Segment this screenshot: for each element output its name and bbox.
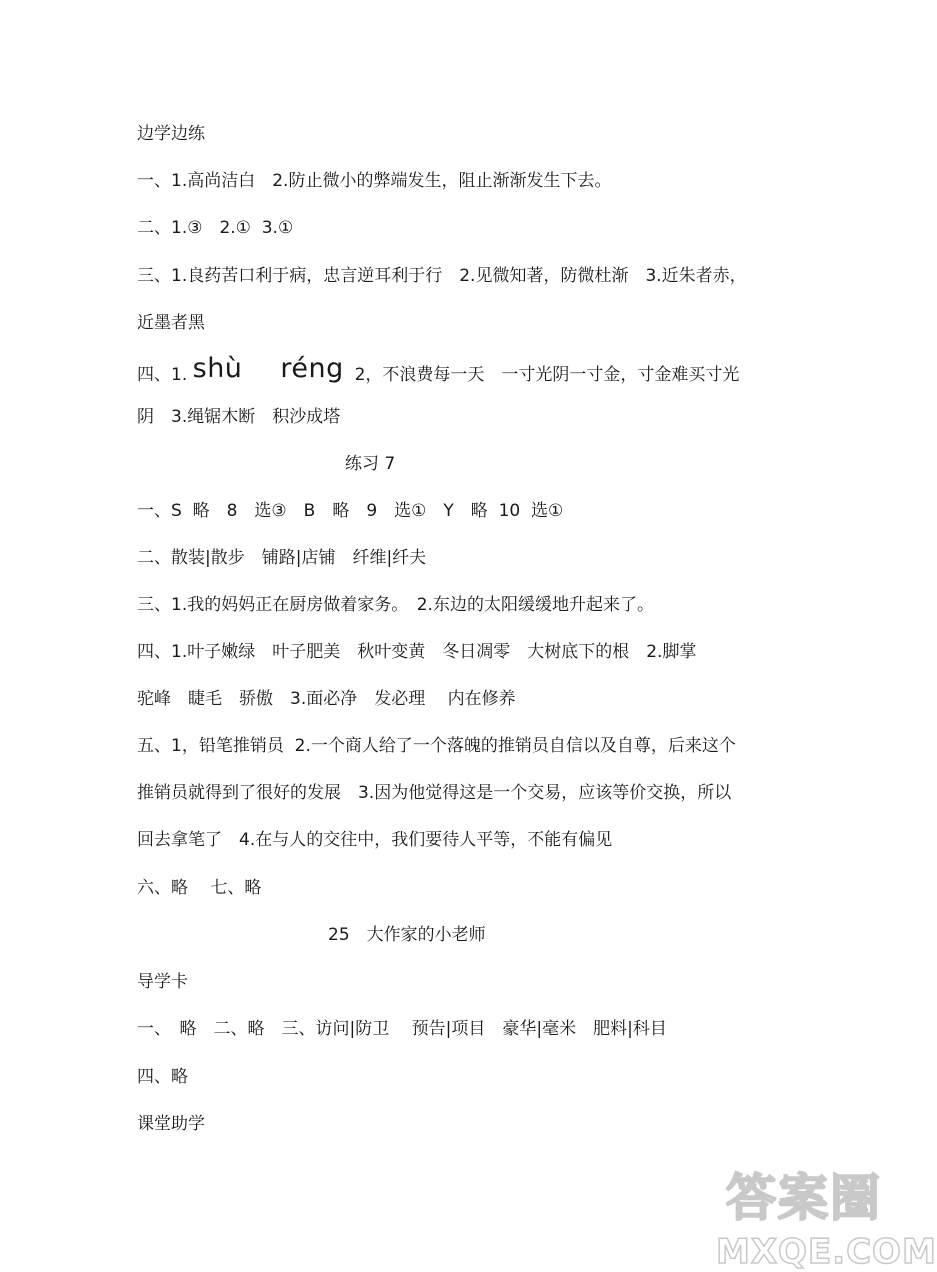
answer-suffix: 2，不浪费每一天 一寸光阴一寸金，寸金难买寸光 [343,365,740,385]
answer-line: 推销员就得到了很好的发展 3.因为他觉得这是一个交易，应该等价交换，所以 [137,783,732,803]
lesson-title: 25 大作家的小老师 [328,925,486,945]
answer-line: 一、1.高尚洁白 2.防止微小的弊端发生，阻止渐渐发生下去。 [137,171,612,191]
answer-line: 六、略 七、略 [137,878,262,898]
pinyin-shu: shù [192,353,243,384]
site-watermark [708,1168,937,1272]
section-heading-bianxuebianlian: 边学边练 [137,124,205,144]
answer-line: 一、 略 二、略 三、访问|防卫 预告|项目 豪华|毫米 肥料|科目 [137,1019,667,1039]
answer-line: 四、略 [137,1067,188,1087]
watermark-logo-text: 答案圈 [726,1169,882,1227]
section-heading-daoxueka: 导学卡 [137,972,188,992]
answer-line: 一、S 略 8 选③ B 略 9 选① Y 略 10 选① [137,501,564,521]
answer-line: 三、1.良药苦口利于病，忠言逆耳利于行 2.见微知著，防微杜渐 3.近朱者赤， [137,266,747,286]
answer-line: 驼峰 睫毛 骄傲 3.面必净 发必理 内在修养 [137,689,516,709]
pinyin-reng: réng [280,353,344,384]
answer-line: 五、1，铅笔推销员 2.一个商人给了一个落魄的推销员自信以及自尊，后来这个 [137,736,736,756]
answer-line: 四、1.叶子嫩绿 叶子肥美 秋叶变黄 冬日凋零 大树底下的根 2.脚掌 [137,642,697,662]
answer-line: 二、1.③ 2.① 3.① [137,218,294,238]
section-heading-ketangzhuxue: 课堂助学 [137,1114,205,1134]
answer-line: 三、1.我的妈妈正在厨房做着家务。 2.东边的太阳缓缓地升起来了。 [137,595,654,615]
watermark-domain: MXQE.COM [716,1232,937,1272]
answer-line-pinyin [137,353,740,387]
answer-prefix: 四、1. [137,365,193,385]
answer-line: 近墨者黑 [137,313,205,333]
answer-line: 阴 3.绳锯木断 积沙成塔 [137,407,341,427]
section-heading-lianxi7: 练习 7 [345,454,396,474]
answer-line: 二、散装|散步 铺路|店铺 纤维|纤夫 [137,548,427,568]
answer-line: 回去拿笔了 4.在与人的交往中，我们要待人平等，不能有偏见 [137,830,613,850]
